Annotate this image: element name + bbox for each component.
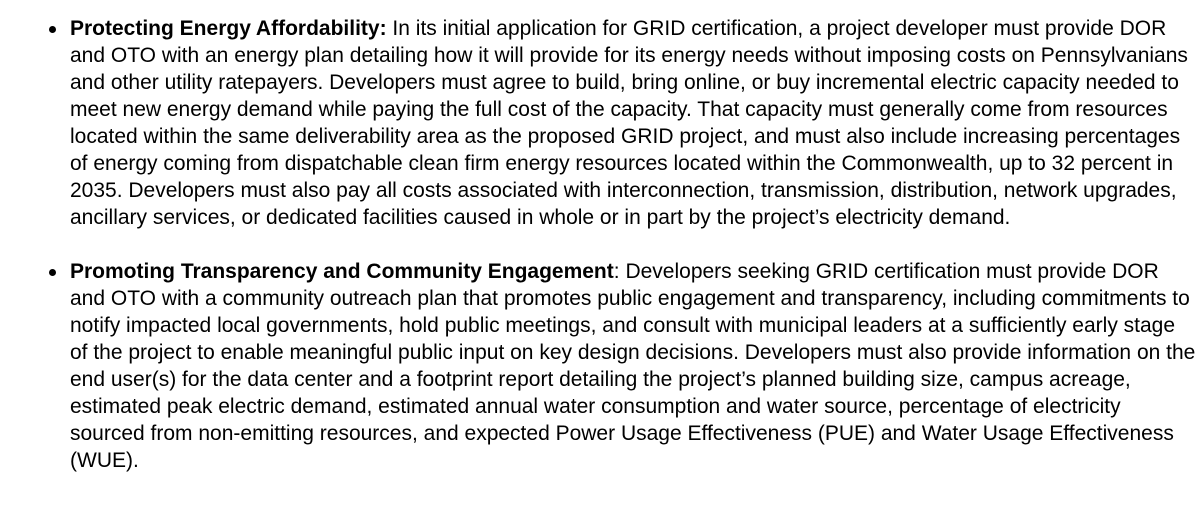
bullet-item-transparency-engagement <box>0 258 1200 474</box>
bullet-heading: Protecting Energy Affordability: <box>70 17 387 40</box>
bullet-list <box>0 15 1200 474</box>
bullet-dot-icon <box>49 269 56 276</box>
bullet-dot-icon <box>49 26 56 33</box>
bullet-heading-suffix: : <box>613 260 620 283</box>
bullet-body: Developers seeking GRID certification must provide DOR and OTO with a community outreach plan that promotes public engagement and transparency, including commitments to notify impacted local governments, hold public meetings, and consult with municipal leaders at a sufficiently early stage of the project to enable meaningful public input on key design decisions. Developers must also provide information on the end user(s) for the data center and a footprint report detailing the project’s planned building size, campus acreage, estimated peak electric demand, estimated annual water consumption and water source, percentage of electricity sourced from non-emitting resources, and expected Power Usage Effectiveness (PUE) and Water Usage Effectiveness (WUE). <box>70 260 1196 472</box>
bullet-body: In its initial application for GRID certification, a project developer must provide DOR and OTO with an energy plan detailing how it will provide for its energy needs without imposing costs on Pennsylvanians and other utility ratepayers. Developers must agree to build, bring online, or buy incremental electric capacity needed to meet new energy demand while paying the full cost of the capacity. That capacity must generally come from resources located within the same deliverability area as the proposed GRID project, and must also include increasing percentages of energy coming from dispatchable clean firm energy resources located within the Commonwealth, up to 32 percent in 2035. Developers must also pay all costs associated with interconnection, transmission, distribution, network upgrades, ancillary services, or dedicated facilities caused in whole or in part by the project’s electricity demand. <box>70 17 1188 229</box>
bullet-item-energy-affordability <box>0 15 1200 231</box>
bullet-heading: Promoting Transparency and Community Engagement <box>70 260 614 283</box>
